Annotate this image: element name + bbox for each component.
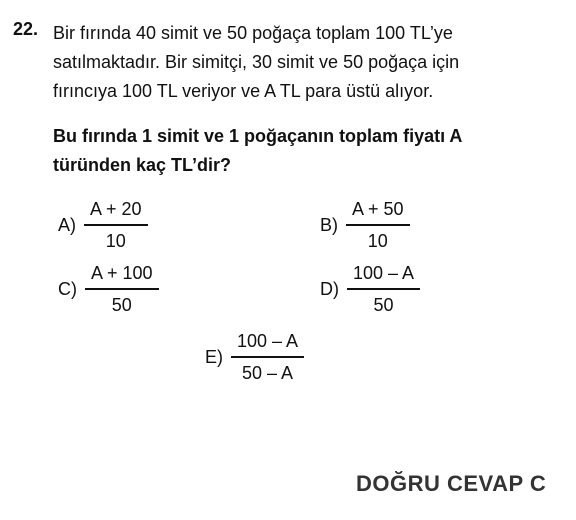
fraction-denominator: 50 — [373, 295, 394, 315]
option-b — [320, 198, 410, 252]
question-prompt — [53, 122, 553, 180]
question-number: 22. — [13, 19, 39, 39]
prompt-line: Bu fırında 1 simit ve 1 poğaçanın toplam fiyatı A — [53, 126, 463, 146]
fraction-numerator: A + 20 — [90, 199, 142, 219]
correct-answer: DOĞRU CEVAP C — [356, 471, 547, 496]
fraction-numerator: A + 50 — [352, 199, 404, 219]
option-fraction — [85, 262, 159, 316]
option-fraction — [346, 198, 410, 252]
option-e — [205, 330, 304, 384]
option-fraction — [231, 330, 304, 384]
question-line: fırıncıya 100 TL veriyor ve A TL para üstü alıyor. — [53, 81, 434, 101]
prompt-line: türünden kaç TL’dir? — [53, 155, 232, 175]
question-line: satılmaktadır. Bir simitçi, 30 simit ve 50 poğaça için — [53, 52, 460, 72]
option-a — [58, 198, 148, 252]
fraction-numerator: 100 – A — [237, 331, 299, 351]
option-fraction — [84, 198, 148, 252]
option-letter: A) — [58, 214, 76, 235]
option-letter: B) — [320, 214, 338, 235]
fraction-denominator: 50 — [111, 295, 132, 315]
option-fraction — [347, 262, 420, 316]
fraction-numerator: A + 100 — [91, 263, 153, 283]
fraction-denominator: 10 — [367, 231, 388, 251]
option-c — [58, 262, 159, 316]
fraction-numerator: 100 – A — [353, 263, 415, 283]
fraction-denominator: 50 – A — [242, 363, 294, 383]
fraction-denominator: 10 — [105, 231, 126, 251]
question-line: Bir fırında 40 simit ve 50 poğaça toplam 100 TL’ye — [53, 23, 453, 43]
option-letter: D) — [320, 278, 339, 299]
option-letter: C) — [58, 278, 77, 299]
option-letter: E) — [205, 346, 223, 367]
option-d — [320, 262, 420, 316]
question-text — [53, 19, 553, 106]
